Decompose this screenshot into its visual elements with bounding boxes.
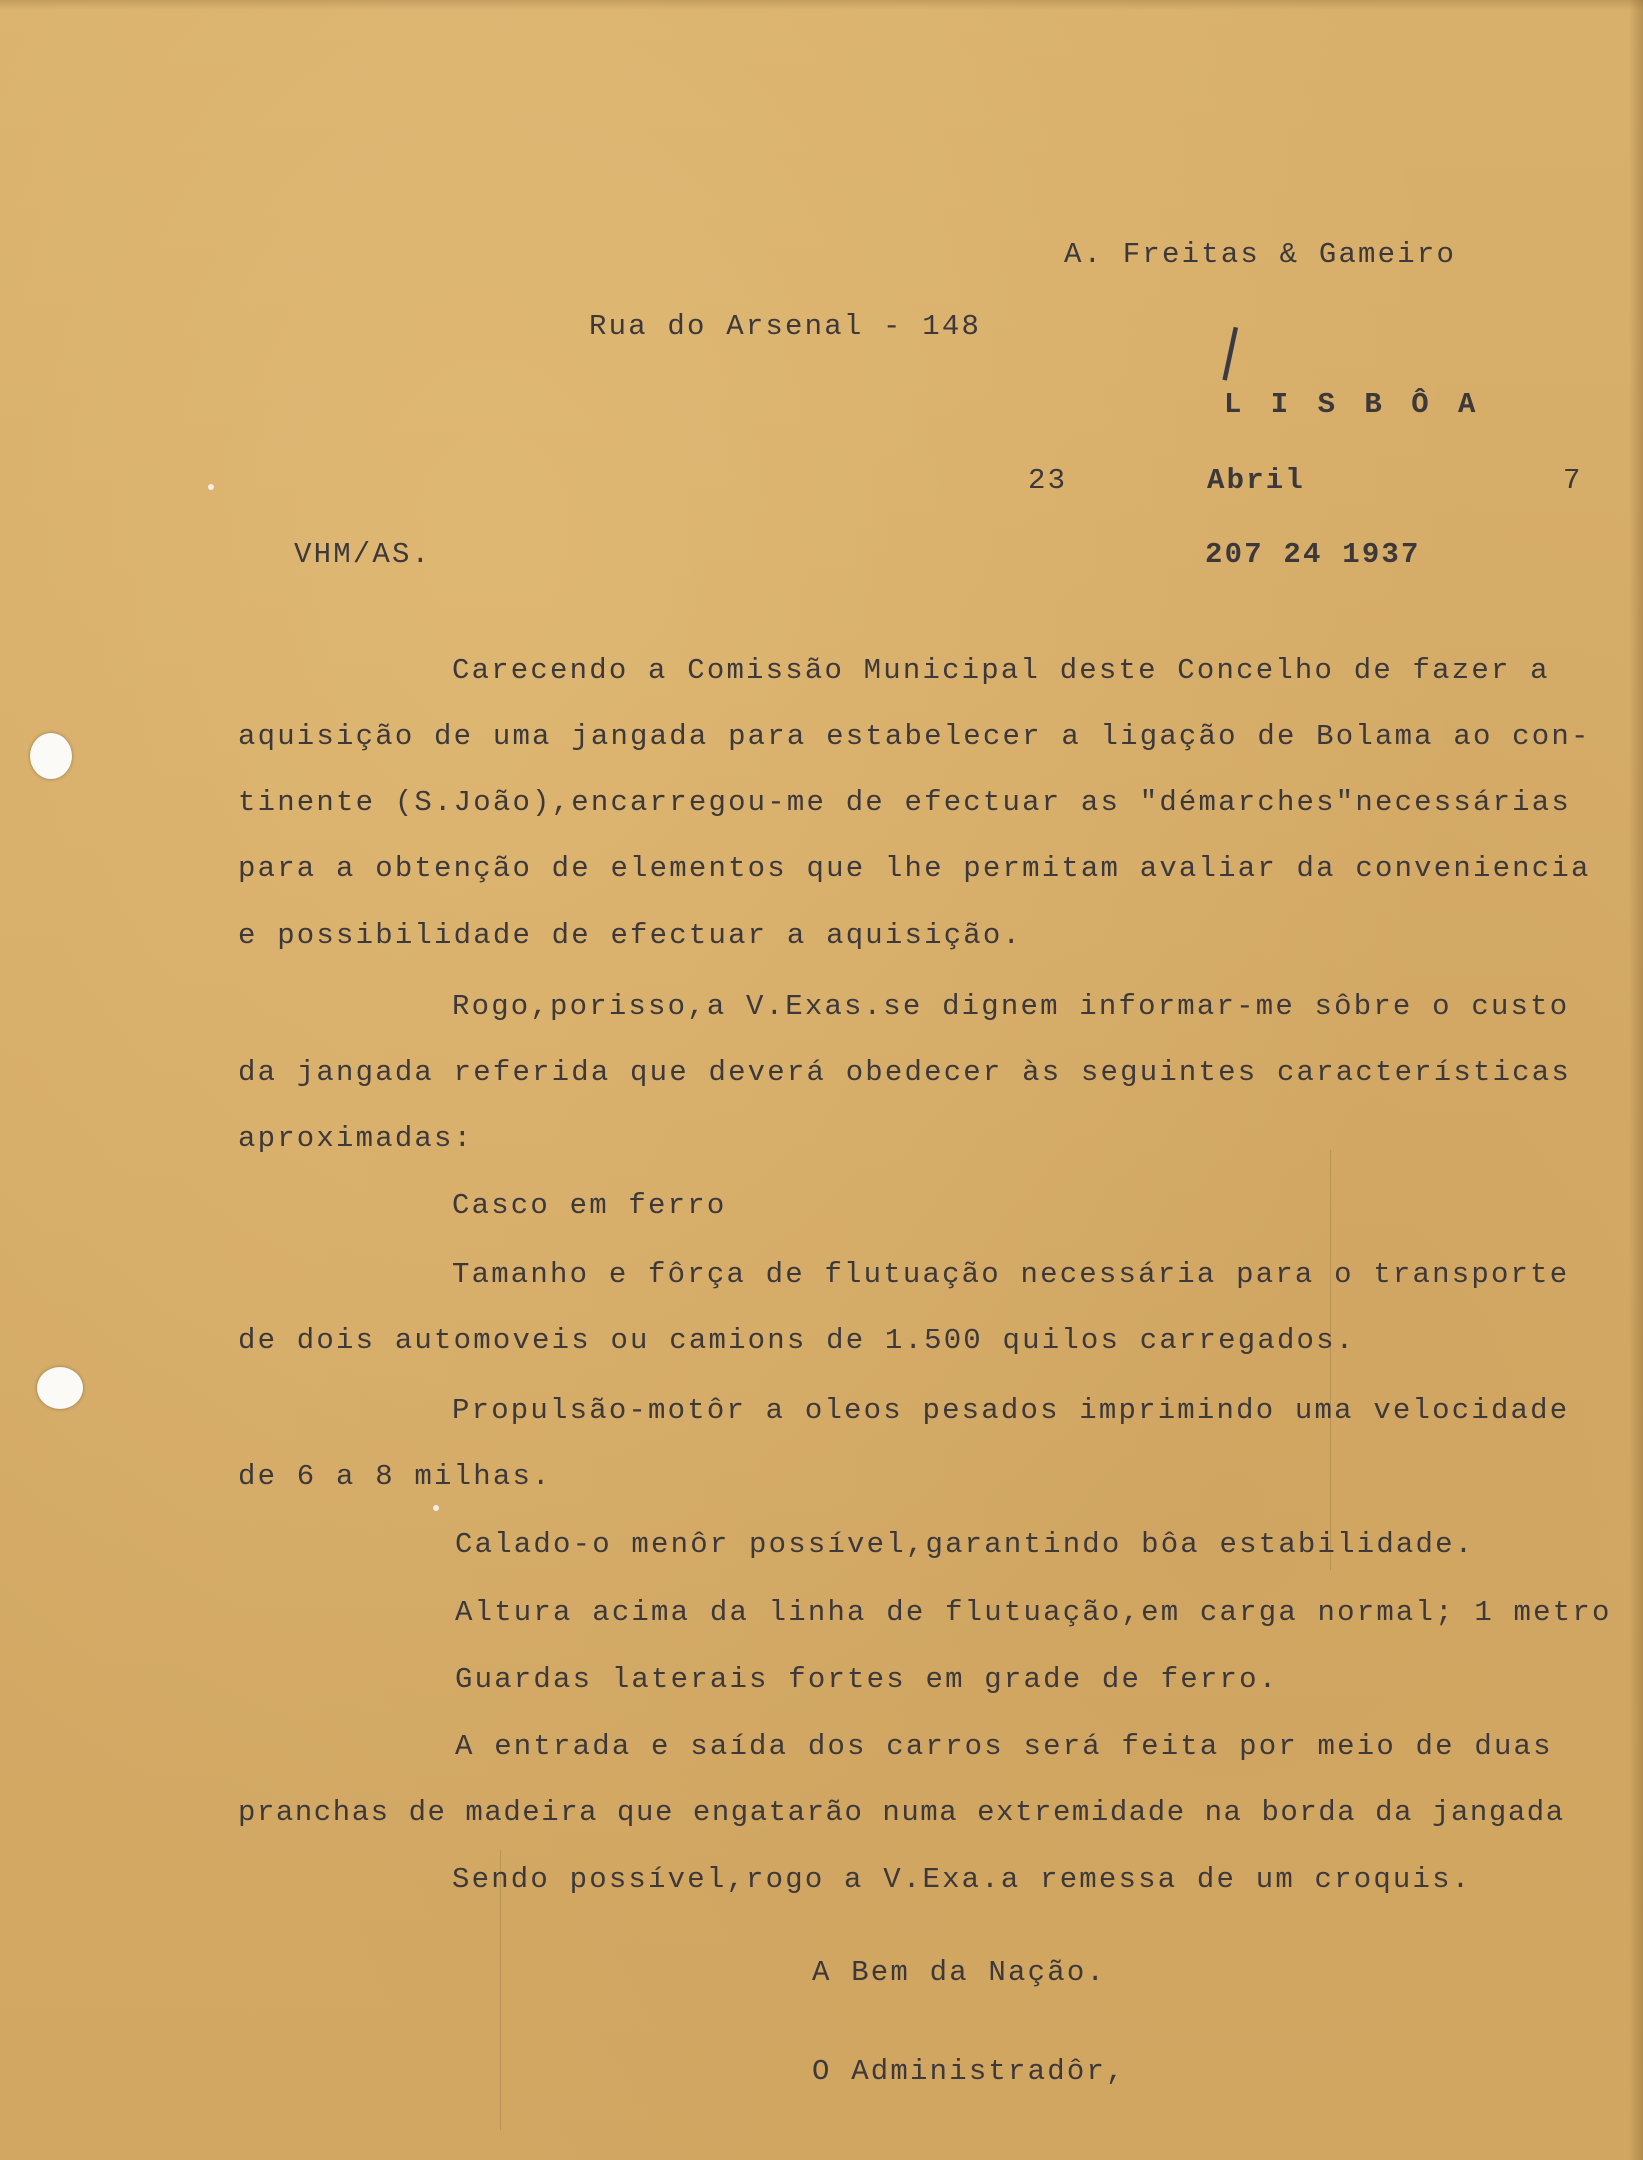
signature-title: O Administradôr, bbox=[812, 2055, 1126, 2088]
body-line: Altura acima da linha de flutuação,em carga normal; 1 metro bbox=[455, 1596, 1612, 1629]
body-line: aquisição de uma jangada para estabelecer a ligação de Bolama ao con- bbox=[238, 720, 1591, 753]
letter-number: 7 bbox=[1563, 464, 1583, 497]
recipient-address: Rua do Arsenal - 148 bbox=[589, 310, 982, 343]
body-line: e possibilidade de efectuar a aquisição. bbox=[238, 919, 1023, 952]
body-line: A entrada e saída dos carros será feita por meio de duas bbox=[455, 1730, 1553, 1763]
body-line: da jangada referida que deverá obedecer às seguintes características bbox=[238, 1056, 1571, 1089]
paper-top-edge bbox=[0, 0, 1643, 10]
pencil-mark: | bbox=[1215, 316, 1247, 383]
body-line: de 6 a 8 milhas. bbox=[238, 1460, 552, 1493]
body-line: Propulsão-motôr a oleos pesados imprimindo uma velocidade bbox=[452, 1394, 1570, 1427]
body-line: tinente (S.João),encarregou-me de efectuar as "démarches"necessárias bbox=[238, 786, 1571, 819]
punch-hole-top bbox=[30, 733, 72, 779]
body-line: de dois automoveis ou camions de 1.500 quilos carregados. bbox=[238, 1324, 1356, 1357]
body-line: para a obtenção de elementos que lhe permitam avaliar da conveniencia bbox=[238, 852, 1591, 885]
paper-speck bbox=[208, 484, 214, 490]
date-day: 23 bbox=[1028, 464, 1068, 497]
body-line: Carecendo a Comissão Municipal deste Concelho de fazer a bbox=[452, 654, 1550, 687]
body-line: Tamanho e fôrça de flutuação necessária para o transporte bbox=[452, 1258, 1570, 1291]
body-line: Rogo,porisso,a V.Exas.se dignem informar-me sôbre o custo bbox=[452, 990, 1570, 1023]
paper-speck bbox=[433, 1505, 439, 1511]
body-line: Calado-o menôr possível,garantindo bôa estabilidade. bbox=[455, 1528, 1475, 1561]
closing-salutation: A Bem da Nação. bbox=[812, 1956, 1107, 1989]
body-line: aproximadas: bbox=[238, 1122, 474, 1155]
paper-crease bbox=[1330, 1150, 1331, 1570]
date-month: Abril bbox=[1207, 464, 1306, 497]
body-line: Sendo possível,rogo a V.Exa.a remessa de um croquis. bbox=[452, 1863, 1472, 1896]
recipient-name: A. Freitas & Gameiro bbox=[1064, 238, 1457, 271]
reference-code: VHM/AS. bbox=[294, 538, 432, 571]
body-line: pranchas de madeira que engatarão numa extremidade na borda da jangada bbox=[238, 1796, 1565, 1829]
date-year-line: 207 24 1937 bbox=[1205, 538, 1421, 571]
recipient-city: L I S B Ô A bbox=[1224, 388, 1482, 421]
punch-hole-bottom bbox=[37, 1367, 83, 1409]
body-line: Guardas laterais fortes em grade de ferro. bbox=[455, 1663, 1279, 1696]
paper-right-edge bbox=[1629, 0, 1643, 2160]
body-line: Casco em ferro bbox=[452, 1189, 727, 1222]
